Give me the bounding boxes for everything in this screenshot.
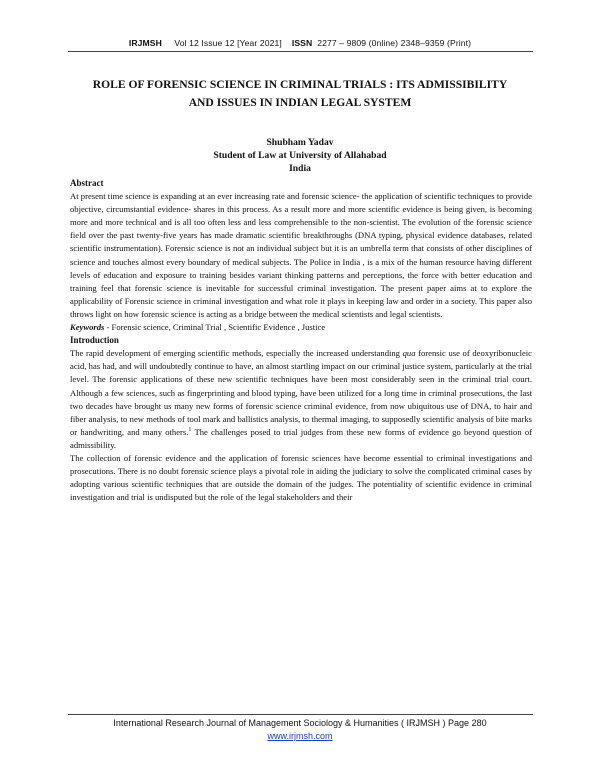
intro-paragraph-1 xyxy=(70,347,532,452)
intro-p1-part-c: The challenges posed to trial judges from these new forms of evidence go beyond question of admissibility. xyxy=(70,426,532,450)
author-block xyxy=(0,136,600,175)
article-body xyxy=(70,177,532,504)
running-footer xyxy=(0,717,600,743)
volume-issue: Vol 12 Issue 12 [Year 2021] xyxy=(174,38,282,48)
paper-title xyxy=(60,76,540,112)
footnote-ref-1[interactable]: 1 xyxy=(188,426,192,433)
title-line-1: ROLE OF FORENSIC SCIENCE IN CRIMINAL TRIALS : ITS ADMISSIBILITY xyxy=(92,78,508,91)
author-affiliation: Student of Law at University of Allahabad xyxy=(213,150,387,161)
title-line-2: AND ISSUES IN INDIAN LEGAL SYSTEM xyxy=(188,96,412,109)
journal-abbrev: IRJMSH xyxy=(128,38,162,48)
introduction-heading: Introduction xyxy=(70,335,119,346)
journal-website-link[interactable]: www.irjmsh.com xyxy=(267,731,333,741)
footer-text: International Research Journal of Management Sociology & Humanities ( IRJMSH ) Page 280 xyxy=(113,718,487,728)
footer-rule xyxy=(68,714,533,715)
intro-p1-part-b: forensic use of deoxyribonucleic acid, has had, and will undoubtedly continue to have, an almost startling impact on our criminal justice system, particularly at the trial level. The forensic applications of these new scientific techniques have been most considerably seen in the criminal trial court. Although a few sciences, such as fingerprinting and blood typing, have been utilized for a long time in criminal prosecutions, the last two decades have brought us many new forms of forensic science criminal evidence, from now ubiquitous use of DNA, to hair and fiber analysis, to new methods of tool mark and ballistics analysis, to thermal imaging, to supposedly scientific analysis of bite marks or handwriting, and many others. xyxy=(70,348,532,437)
author-country: India xyxy=(289,163,311,174)
intro-p1-part-a: The rapid development of emerging scientific methods, especially the increased understanding xyxy=(70,348,403,359)
running-header xyxy=(0,38,600,48)
issn-numbers: 2277 – 9809 (0nline) 2348–9359 (Print) xyxy=(317,38,472,48)
abstract-text: At present time science is expanding at an ever increasing rate and forensic science- the application of scientific techniques to provide objective, circumstantial evidence- shares in this process. As a result more and more scientific evidence is being given, is becoming more and more technical and is all too often less and less comprehensible to the non-scientist. The evolution of the forensic science field over the past twenty-five years has made dramatic scientific breakthroughs (DNA typing, physical evidence databases, related scientific instrumentation). Forensic science is not an individual subject but it is an umbrella term that consists of other disciplines of science and touches almost every boundary of medical subjects. The Police in India , is a mix of the human resource having different levels of education and exposure to training besides variant thinking patterns and perceptions, the force with better education and training feel that forensic science is inevitable for successful criminal investigation. The present paper aims at to explore the applicability of Forensic science in criminal investigation and what role it plays in keeping law and order in a society. This paper also throws light on how forensic science is acting as a bridge between the medical scientists and legal scientists. xyxy=(70,191,532,319)
intro-p1-italic-qua: qua xyxy=(402,348,416,359)
keywords-label: Keywords - xyxy=(70,322,110,333)
keywords-text: Forensic science, Criminal Trial , Scientific Evidence , Justice xyxy=(109,322,326,333)
keywords-line xyxy=(70,321,532,334)
author-name: Shubham Yadav xyxy=(266,137,334,148)
abstract-heading: Abstract xyxy=(70,178,104,188)
issn-label: ISSN xyxy=(291,38,313,48)
header-rule xyxy=(68,51,533,52)
intro-paragraph-2: The collection of forensic evidence and the application of forensic sciences have become essential to criminal investigations and prosecutions. There is no doubt forensic science plays a pivotal role in aiding the judiciary to solve the complicated criminal cases by adopting various scientific techniques that are outside the domain of the judges. The potentiality of scientific evidence in criminal investigation and trial is undisputed but the role of the legal stakeholders and their xyxy=(70,452,532,503)
